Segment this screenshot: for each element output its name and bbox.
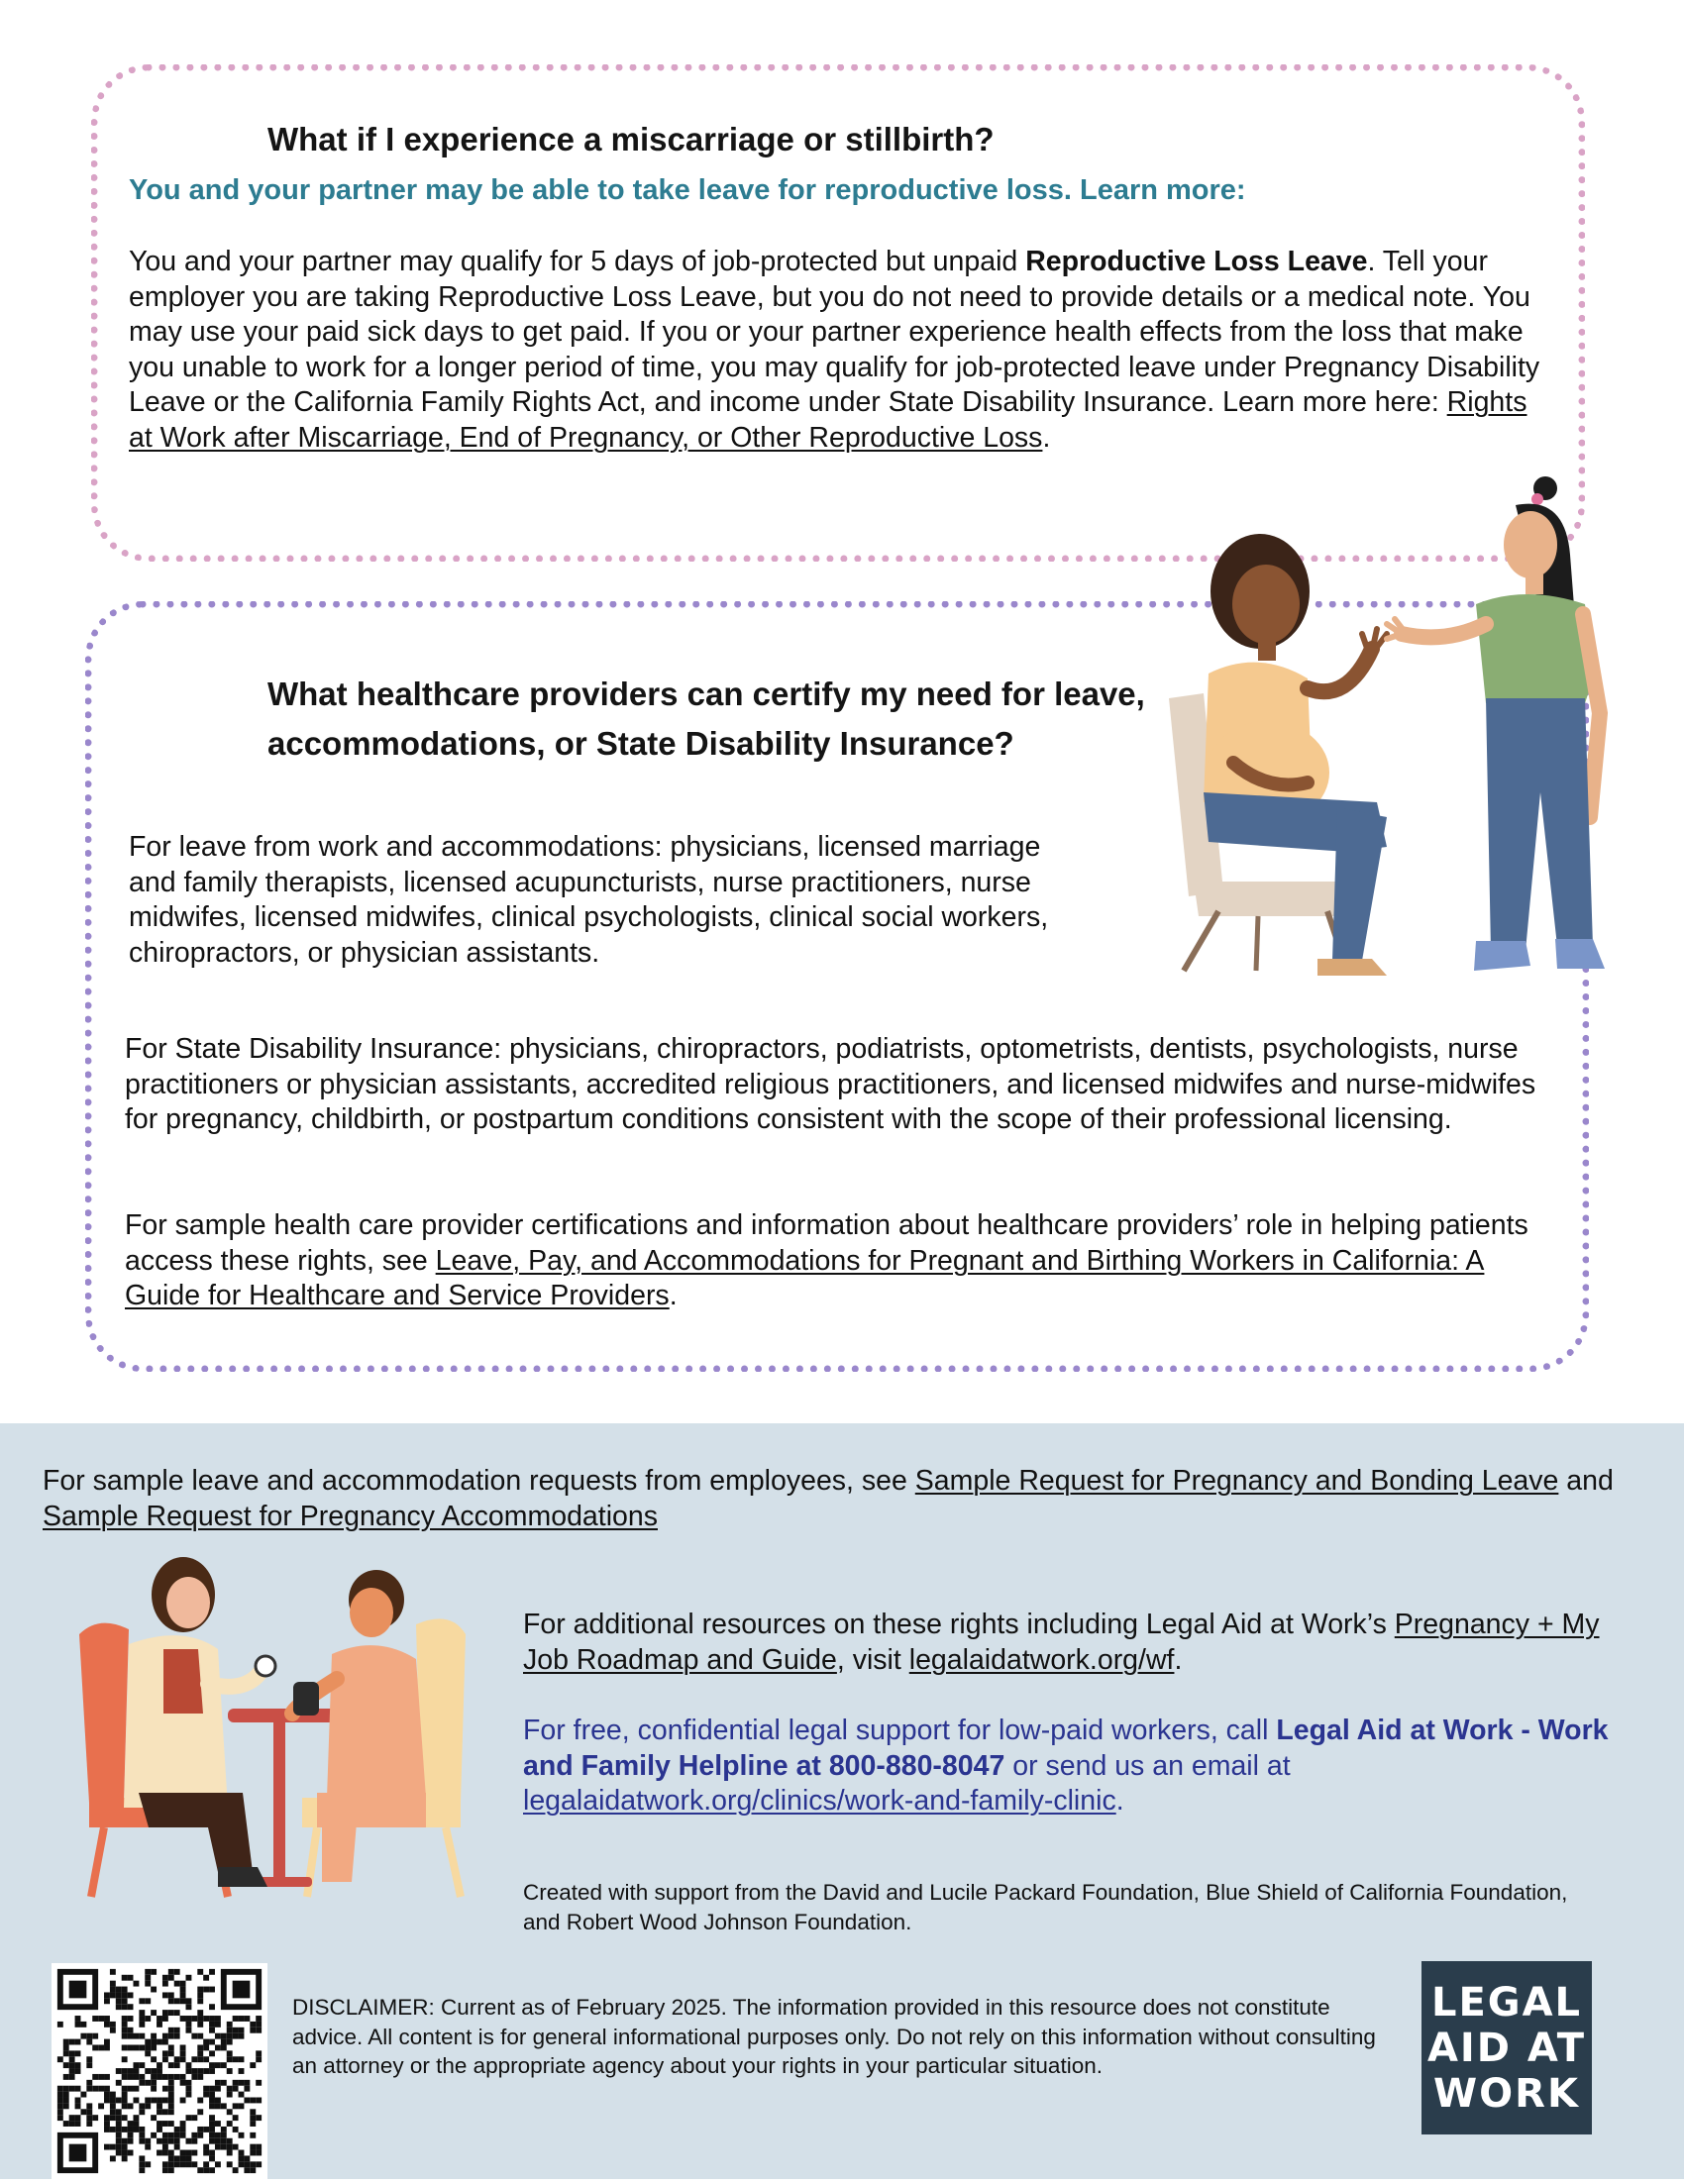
healthcare-providers-heading: What healthcare providers can certify my need for leave, accommodations, or State Disability Insurance? (267, 676, 1145, 762)
wf-url-link[interactable]: legalaidatwork.org/wf (908, 1643, 1175, 1676)
roadmap-guide-link[interactable]: Pregnancy + My Job Roadmap and Guide (523, 1609, 1600, 1676)
additional-resources-text: For additional resources on these rights including Legal Aid at Work’s Pregnancy + My Job Roadmap and Guide, visit legalaidatwork.org/wf. (523, 1609, 1600, 1676)
disclaimer-text: DISCLAIMER: Current as of February 2025. The information provided in this resource does not constitute advice. All content is for general informational purposes only. Do not rely on this information without consulting an attorney or the appropriate agency about your rights in your particular situation. (292, 1995, 1376, 2078)
bonding-leave-request-link[interactable]: Sample Request for Pregnancy and Bonding Leave (914, 1465, 1559, 1497)
women-talking-illustration (1149, 475, 1625, 1010)
reproductive-loss-link[interactable]: Rights at Work after Miscarriage, End of Pregnancy, or Other Reproductive Loss (129, 386, 1527, 454)
legal-aid-logo (1421, 1961, 1592, 2134)
sample-certifications-text: For sample health care provider certifications and information about healthcare providers’ role in helping patients access these rights, see Leave, Pay, and Accommodations for Pregnant and Birthing Workers in California: A Guide for Healthcare and Service Providers. (125, 1209, 1528, 1311)
helpline-text: For free, confidential legal support for low-paid workers, call Legal Aid at Work - Work and Family Helpline at 800-880-8047 or send us an email at legalaidatwork.org/clinics/work-and-family-clinic. (523, 1715, 1609, 1817)
miscarriage-heading: What if I experience a miscarriage or stillbirth? (267, 121, 995, 157)
credits-text: Created with support from the David and Lucile Packard Foundation, Blue Shield of California Foundation, and Robert Wood Johnson Foundation. (523, 1880, 1568, 1934)
reproductive-loss-subheading: You and your partner may be able to take leave for reproductive loss. Learn more: (129, 174, 1246, 206)
accommodations-request-link[interactable]: Sample Request for Pregnancy Accommodations (43, 1500, 658, 1532)
logo-line-1: LEGAL (1430, 1979, 1583, 2026)
logo-line-3: WORK (1433, 2070, 1580, 2117)
sdi-providers-text: For State Disability Insurance: physicians, chiropractors, podiatrists, optometrists, dentists, psychologists, nurse practitioners or physician assistants, accredited religious practitioners, and licensed midwifes and nurse-midwifes for pregnancy, childbirth, or postpartum conditions consistent with the scope of their professional licensing. (125, 1033, 1536, 1135)
sample-requests-text: For sample leave and accommodation requests from employees, see Sample Request for Pregnancy and Bonding Leave and Sample Request for Pregnancy Accommodations (43, 1465, 1614, 1532)
provider-guide-link[interactable]: Leave, Pay, and Accommodations for Pregnant and Birthing Workers in California: A Guide for Healthcare and Service Providers (125, 1244, 1485, 1311)
leave-providers-text: For leave from work and accommodations: physicians, licensed marriage and family therapists, licensed acupuncturists, nurse practitioners, nurse midwifes, licensed midwifes, clinical psychologists, clinical social workers, chiropractors, or physician assistants. (129, 831, 1049, 969)
clinic-email-link[interactable]: legalaidatwork.org/clinics/work-and-family-clinic (523, 1785, 1116, 1817)
doctor-patient-illustration (69, 1555, 485, 1902)
qr-code[interactable] (52, 1963, 267, 2179)
logo-line-2: AID AT (1426, 2025, 1587, 2071)
reproductive-loss-paragraph: You and your partner may qualify for 5 days of job-protected but unpaid Reproductive Loss Leave. Tell your employer you are taking Reproductive Loss Leave, but you do not need to provide details or a medical note. You may use your paid sick days to get paid. If you or your partner experience health effects from the loss that make you unable to work for a longer period of time, you may qualify for job-protected leave under Pregnancy Disability Leave or the California Family Rights Act, and income under State Disability Insurance. Learn more here: Rights at Work after Miscarriage, End of Pregnancy, or Other Reproductive Loss. (129, 246, 1540, 454)
